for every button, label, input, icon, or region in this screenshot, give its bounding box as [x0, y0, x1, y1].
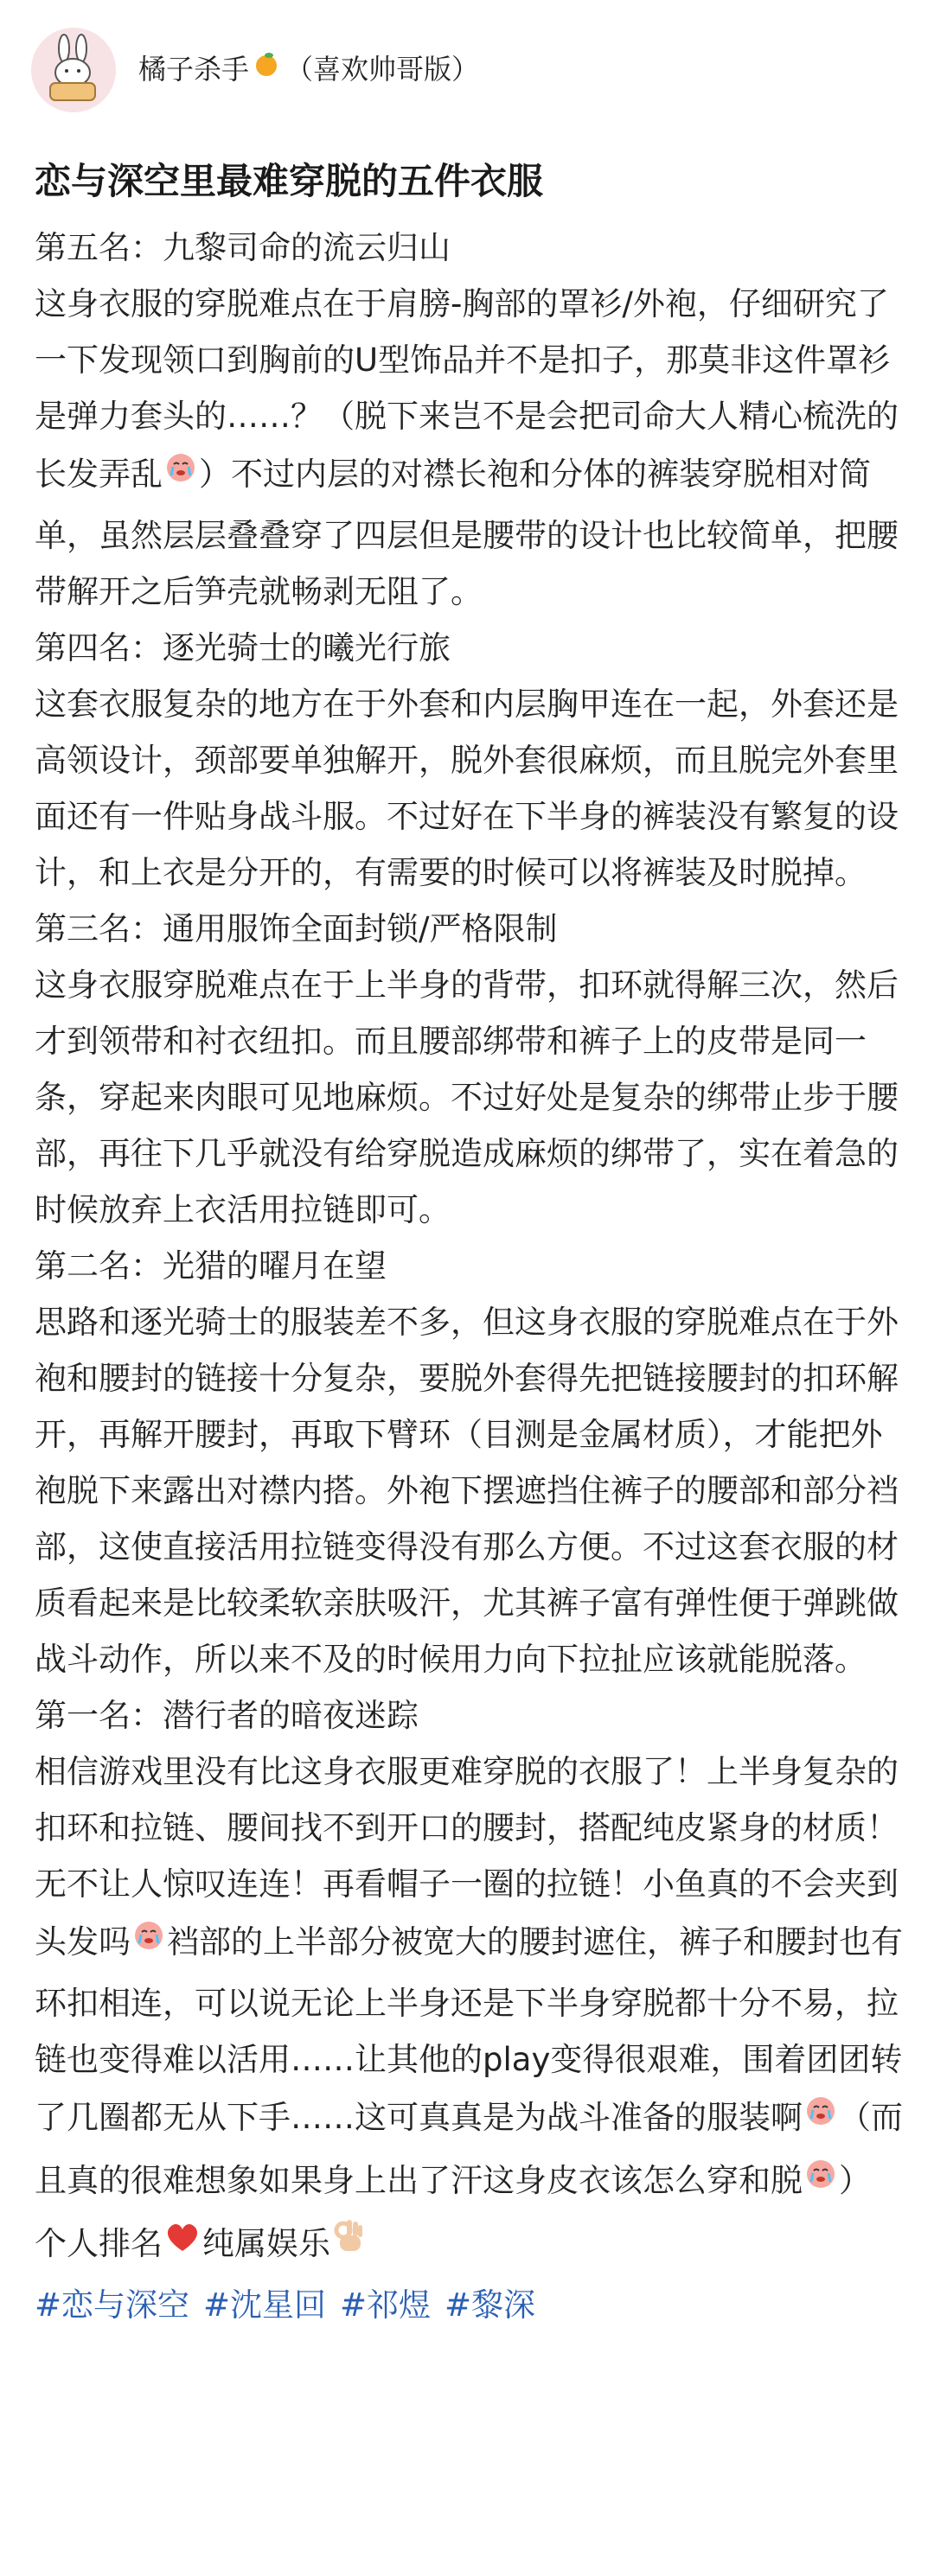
item-3-body: 这身衣服穿脱难点在于上半身的背带，扣环就得解三次，然后才到领带和衬衣纽扣。而且腰部绑带和裤子上的皮带是同一条，穿起来肉眼可见地麻烦。不过好处是复杂的绑带止步于腰部，再往下几乎就没有给穿脱造成麻烦的绑带了，实在着急的时候放弃上衣活用拉链即可。	[35, 966, 899, 1228]
post-content	[35, 156, 908, 2333]
username-suffix: （喜欢帅哥版）	[285, 53, 480, 86]
hashtag-link[interactable]: #祁煜	[340, 2286, 432, 2324]
item-1-heading: 第一名：潜行者的暗夜迷踪	[35, 1697, 419, 1734]
item-1-body-c: （而且真的很难想象如果身上出了汗这身皮衣该怎么穿和脱	[35, 2099, 903, 2199]
item-1-body-b: 裆部的上半部分被宽大的腰封遮住，裤子和腰封也有环扣相连，可以说无论上半身还是下半身穿脱都十分不易，拉链也变得难以活用……让其他的play变得很艰难，围着团团转了几圈都无从下手……这可真真是为战斗准备的服装啊	[35, 1923, 903, 2136]
crying-face-icon	[805, 2151, 836, 2207]
item-2-body: 思路和逐光骑士的服装差不多，但这身衣服的穿脱难点在于外袍和腰封的链接十分复杂，要脱外套得先把链接腰封的扣环解开，再解开腰封，再取下臂环（目测是金属材质），才能把外袍脱下来露出对襟内搭。外袍下摆遮挡住裤子的腰部和部分裆部，这使直接活用拉链变得没有那么方便。不过这套衣服的材质看起来是比较柔软亲肤吸汗，尤其裤子富有弹性便于弹跳做战斗动作，所以来不及的时候用力向下拉扯应该就能脱落。	[35, 1304, 899, 1678]
crying-face-icon	[805, 2088, 836, 2144]
item-1-body-d: ）	[839, 2162, 871, 2199]
item-4-body: 这套衣服复杂的地方在于外套和内层胸甲连在一起，外套还是高领设计，颈部要单独解开，脱外套很麻烦，而且脱完外套里面还有一件贴身战斗服。不过好在下半身的裤装没有繁复的设计，和上衣是分开的，有需要的时候可以将裤装及时脱掉。	[35, 685, 899, 891]
post-header	[0, 0, 934, 138]
post-footer	[35, 2214, 908, 2277]
ok-hand-icon	[333, 2214, 364, 2270]
item-2-heading: 第二名：光猎的曜月在望	[35, 1247, 387, 1285]
item-1-body	[35, 1744, 908, 2214]
bunny-avatar-icon	[31, 28, 116, 112]
footer-text-a: 个人排名	[35, 2225, 163, 2262]
red-heart-icon	[165, 2214, 200, 2270]
item-5-body-b: ）不过内层的对襟长袍和分体的裤装穿脱相对简单，虽然层层叠叠穿了四层但是腰带的设计也比较简单，把腰带解开之后笋壳就畅剥无阻了。	[35, 456, 899, 610]
avatar[interactable]	[31, 28, 116, 112]
item-1-body-a: 相信游戏里没有比这身衣服更难穿脱的衣服了！上半身复杂的扣环和拉链、腰间找不到开口的腰封，搭配纯皮紧身的材质！无不让人惊叹连连！再看帽子一圈的拉链！小鱼真的不会夹到头发吗	[35, 1753, 899, 1961]
footer-text-b: 纯属娱乐	[202, 2225, 330, 2262]
item-5-body-a: 这身衣服的穿脱难点在于肩膀-胸部的罩衫/外袍，仔细研究了一下发现领口到胸前的U型饰品并不是扣子，那莫非这件罩衫是弹力套头的……？（脱下来岂不是会把司命大人精心梳洗的长发弄乱	[35, 285, 899, 493]
crying-face-icon	[165, 444, 196, 501]
username[interactable]	[138, 49, 479, 92]
item-4-heading: 第四名：逐光骑士的曦光行旅	[35, 629, 451, 666]
hashtag-link[interactable]: #沈星回	[203, 2286, 327, 2324]
hashtag-link[interactable]: #黎深	[445, 2286, 536, 2324]
tangerine-icon	[253, 49, 280, 87]
crying-face-icon	[133, 1912, 164, 1968]
username-text: 橘子杀手	[138, 53, 250, 86]
item-5-heading: 第五名：九黎司命的流云归山	[35, 229, 451, 266]
item-5-body	[35, 276, 908, 620]
hashtag-link[interactable]: #恋与深空	[35, 2286, 190, 2324]
item-3-heading: 第三名：通用服饰全面封锁/严格限制	[35, 910, 558, 947]
hashtag-row	[35, 2277, 908, 2333]
post-title: 恋与深空里最难穿脱的五件衣服	[35, 160, 544, 202]
